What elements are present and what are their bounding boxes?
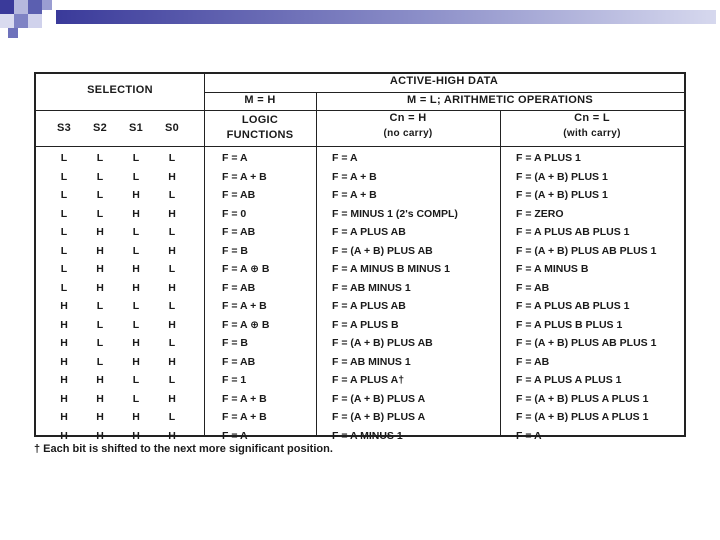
no-carry-cell: F = A + B	[332, 170, 377, 183]
logic-function-cell: F = 1	[222, 374, 247, 386]
s0-cell: H	[168, 207, 176, 220]
with-carry-cell: F = A MINUS B	[516, 263, 589, 275]
s0-cell: L	[168, 411, 176, 423]
s2-cell: L	[96, 170, 104, 183]
no-carry-cell: F = A PLUS B	[332, 318, 399, 331]
s0-cell: H	[168, 170, 176, 183]
logic-function-cell: F = AB	[222, 189, 256, 201]
with-carry-cell: F = A PLUS AB PLUS 1	[516, 300, 630, 312]
s3-cell: H	[60, 411, 68, 423]
no-carry-cell: F = A PLUS AB	[332, 226, 406, 238]
alu-function-table	[34, 72, 686, 442]
deco-square	[0, 14, 14, 28]
s1-cell: L	[132, 170, 140, 183]
logic-function-cell: F = AB	[222, 281, 256, 294]
cn-l-subheader: (with carry)	[563, 128, 621, 139]
s3-cell: L	[60, 281, 68, 294]
deco-square	[14, 14, 28, 28]
logic-function-cell: F = B	[222, 244, 248, 257]
s3-cell: H	[60, 429, 68, 442]
s1-cell: L	[132, 374, 140, 386]
s3-cell: L	[60, 170, 68, 183]
deco-square	[42, 0, 52, 10]
no-carry-cell: F = A PLUS AB	[332, 300, 406, 312]
with-carry-cell: F = A	[516, 429, 542, 442]
s1-cell: H	[132, 411, 140, 423]
logic-function-cell: F = B	[222, 337, 248, 349]
no-carry-cell: F = MINUS 1 (2's COMPL)	[332, 207, 458, 220]
s2-cell: H	[96, 226, 104, 238]
functions-header: FUNCTIONS	[226, 129, 294, 141]
logic-function-cell: F = A ⊕ B	[222, 263, 270, 275]
s0-cell: H	[168, 244, 176, 257]
s3-cell: L	[60, 263, 68, 275]
slide-decoration	[0, 0, 60, 40]
s2-cell: H	[96, 392, 104, 405]
s2-cell: L	[96, 355, 104, 368]
with-carry-cell: F = AB	[516, 355, 550, 368]
s1-cell: H	[132, 263, 140, 275]
logic-function-cell: F = A + B	[222, 392, 267, 405]
s3-cell: L	[60, 226, 68, 238]
s3-cell: L	[60, 152, 68, 164]
s2-cell: L	[96, 337, 104, 349]
s0-cell: H	[168, 392, 176, 405]
s2-cell: H	[96, 263, 104, 275]
s2-cell: L	[96, 189, 104, 201]
logic-function-cell: F = A + B	[222, 300, 267, 312]
logic-function-cell: F = 0	[222, 207, 247, 220]
logic-function-cell: F = A + B	[222, 170, 267, 183]
no-carry-cell: F = AB MINUS 1	[332, 281, 411, 294]
active-high-header: ACTIVE-HIGH DATA	[389, 75, 499, 87]
s0-cell: L	[168, 263, 176, 275]
with-carry-cell: F = A PLUS B PLUS 1	[516, 318, 623, 331]
with-carry-cell: F = (A + B) PLUS AB PLUS 1	[516, 337, 657, 349]
s1-cell: L	[132, 300, 140, 312]
s3-cell: L	[60, 244, 68, 257]
s3-cell: L	[60, 189, 68, 201]
logic-function-cell: F = A	[222, 429, 248, 442]
with-carry-cell: F = (A + B) PLUS A PLUS 1	[516, 411, 649, 423]
no-carry-cell: F = (A + B) PLUS A	[332, 411, 426, 423]
s1-cell: H	[132, 355, 140, 368]
s1-cell: H	[132, 207, 140, 220]
deco-square	[28, 0, 42, 14]
s2-cell: H	[96, 281, 104, 294]
cn-l-header: Cn = L	[574, 112, 610, 124]
no-carry-cell: F = (A + B) PLUS A	[332, 392, 426, 405]
s0-cell: L	[168, 152, 176, 164]
selection-header: SELECTION	[87, 84, 153, 96]
s2-cell: L	[96, 207, 104, 220]
s1-cell: L	[132, 318, 140, 331]
no-carry-cell: F = (A + B) PLUS AB	[332, 244, 433, 257]
s3-cell: H	[60, 355, 68, 368]
s0-cell: H	[168, 429, 176, 442]
s0-cell: L	[168, 189, 176, 201]
with-carry-cell: F = A PLUS 1	[516, 152, 581, 164]
s3-cell: H	[60, 374, 68, 386]
deco-square	[14, 0, 28, 14]
no-carry-cell: F = (A + B) PLUS AB	[332, 337, 433, 349]
s0-cell: L	[168, 226, 176, 238]
logic-function-cell: F = AB	[222, 355, 256, 368]
s2-cell: H	[96, 374, 104, 386]
slide-title-bar	[56, 10, 716, 24]
s0-cell: L	[168, 337, 176, 349]
s2-header: S2	[92, 122, 108, 134]
s2-cell: H	[96, 411, 104, 423]
with-carry-cell: F = (A + B) PLUS AB PLUS 1	[516, 244, 657, 257]
s3-cell: H	[60, 318, 68, 331]
s3-header: S3	[56, 122, 72, 134]
s2-cell: L	[96, 152, 104, 164]
s2-cell: H	[96, 429, 104, 442]
s0-cell: H	[168, 355, 176, 368]
no-carry-cell: F = A MINUS B MINUS 1	[332, 263, 450, 275]
s1-cell: H	[132, 189, 140, 201]
deco-square	[0, 0, 14, 14]
footnote: † Each bit is shifted to the next more significant position.	[34, 443, 333, 455]
cn-h-subheader: (no carry)	[383, 128, 433, 139]
deco-square	[28, 14, 42, 28]
no-carry-cell: F = A	[332, 152, 358, 164]
s1-cell: H	[132, 429, 140, 442]
m-l-header: M = L; ARITHMETIC OPERATIONS	[407, 94, 593, 106]
s2-cell: L	[96, 300, 104, 312]
with-carry-cell: F = (A + B) PLUS 1	[516, 189, 608, 201]
s3-cell: H	[60, 337, 68, 349]
s1-header: S1	[128, 122, 144, 134]
s0-cell: H	[168, 318, 176, 331]
s0-header: S0	[164, 122, 180, 134]
deco-square	[8, 28, 18, 38]
s1-cell: L	[132, 244, 140, 257]
no-carry-cell: F = A PLUS A†	[332, 374, 405, 386]
logic-function-cell: F = A	[222, 152, 248, 164]
with-carry-cell: F = (A + B) PLUS A PLUS 1	[516, 392, 649, 405]
logic-function-cell: F = A ⊕ B	[222, 318, 270, 331]
with-carry-cell: F = AB	[516, 281, 550, 294]
with-carry-cell: F = (A + B) PLUS 1	[516, 170, 608, 183]
s0-cell: H	[168, 281, 176, 294]
s1-cell: H	[132, 281, 140, 294]
s1-cell: L	[132, 392, 140, 405]
s1-cell: H	[132, 337, 140, 349]
s2-cell: L	[96, 318, 104, 331]
no-carry-cell: F = AB MINUS 1	[332, 355, 411, 368]
with-carry-cell: F = A PLUS A PLUS 1	[516, 374, 622, 386]
s2-cell: H	[96, 244, 104, 257]
s3-cell: H	[60, 300, 68, 312]
s0-cell: L	[168, 300, 176, 312]
s1-cell: L	[132, 226, 140, 238]
s3-cell: H	[60, 392, 68, 405]
no-carry-cell: F = A MINUS 1	[332, 429, 403, 442]
s3-cell: L	[60, 207, 68, 220]
no-carry-cell: F = A + B	[332, 189, 377, 201]
logic-function-cell: F = A + B	[222, 411, 267, 423]
logic-header: LOGIC	[241, 114, 279, 126]
logic-function-cell: F = AB	[222, 226, 256, 238]
cn-h-header: Cn = H	[389, 112, 427, 124]
s1-cell: L	[132, 152, 140, 164]
with-carry-cell: F = ZERO	[516, 207, 564, 220]
m-h-header: M = H	[244, 94, 276, 106]
with-carry-cell: F = A PLUS AB PLUS 1	[516, 226, 630, 238]
s0-cell: L	[168, 374, 176, 386]
